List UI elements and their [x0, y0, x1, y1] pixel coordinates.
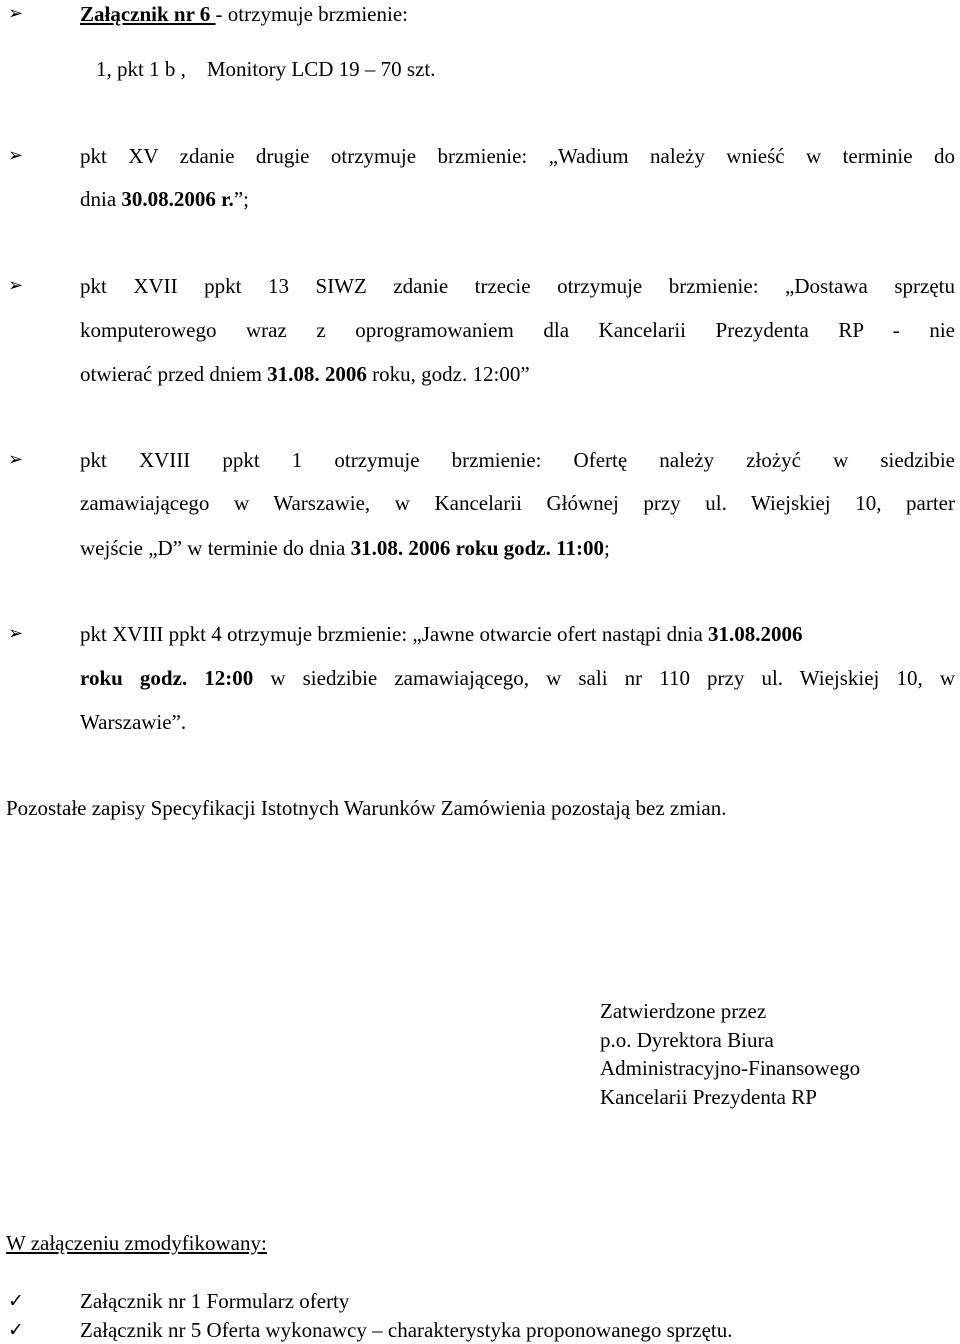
pkt-xviii-4-line3: Warszawie”.: [80, 710, 187, 734]
pkt-xv-line1: pkt XV zdanie drugie otrzymuje brzmienie: „Wadium należy wnieść w terminie do: [80, 144, 955, 168]
attachments-heading: W załączeniu zmodyfikowany:: [6, 1231, 267, 1255]
approval-line-2: p.o. Dyrektora Biura: [600, 1028, 774, 1052]
pkt-xviii-4-line1: pkt XVIII ppkt 4 otrzymuje brzmienie: „Jawne otwarcie ofert nastąpi dnia 31.08.2006: [80, 622, 803, 646]
pkt-xvii-line1: pkt XVII ppkt 13 SIWZ zdanie trzecie otrzymuje brzmienie: „Dostawa sprzętu: [80, 274, 955, 298]
arrow-bullet-icon: ➢: [8, 3, 24, 24]
approval-line-3: Administracyjno-Finansowego: [600, 1056, 861, 1080]
attachment-6-text: - otrzymuje brzmienie:: [215, 2, 408, 26]
approval-line-4: Kancelarii Prezydenta RP: [600, 1085, 817, 1109]
checkmark-icon: ✓: [8, 1290, 24, 1312]
pkt-xv-line2: dnia 30.08.2006 r.”;: [80, 187, 249, 211]
attachment-item-label: Załącznik nr 1 Formularz oferty: [80, 1289, 350, 1313]
pkt-xviii-1-line2: zamawiającego w Warszawie, w Kancelarii Głównej przy ul. Wiejskiej 10, parter: [80, 491, 955, 515]
approval-line-1: Zatwierdzone przez: [600, 999, 767, 1023]
arrow-bullet-icon: ➢: [8, 275, 24, 296]
attachment-6-label: Załącznik nr 6: [80, 2, 216, 26]
arrow-bullet-icon: ➢: [8, 145, 24, 166]
remaining-provisions-text: Pozostałe zapisy Specyfikacji Istotnych Warunków Zamówienia pozostają bez zmian.: [6, 796, 727, 820]
monitor-line: 1, pkt 1 b , Monitory LCD 19 – 70 szt.: [96, 57, 436, 81]
pkt-xviii-1-line1: pkt XVIII ppkt 1 otrzymuje brzmienie: Ofertę należy złożyć w siedzibie: [80, 448, 955, 472]
arrow-bullet-icon: ➢: [8, 623, 24, 644]
pkt-xvii-line3: otwierać przed dniem 31.08. 2006 roku, godz. 12:00”: [80, 362, 530, 386]
arrow-bullet-icon: ➢: [8, 449, 24, 470]
pkt-xviii-1-line3: wejście „D” w terminie do dnia 31.08. 2006 roku godz. 11:00;: [80, 536, 610, 560]
checkmark-icon: ✓: [8, 1319, 24, 1341]
attachment-item-label: Załącznik nr 5 Oferta wykonawcy – charakterystyka proponowanego sprzętu.: [80, 1318, 733, 1342]
pkt-xvii-line2: komputerowego wraz z oprogramowaniem dla Kancelarii Prezydenta RP - nie: [80, 318, 955, 342]
pkt-xviii-4-line2: roku godz. 12:00 w siedzibie zamawiającego, w sali nr 110 przy ul. Wiejskiej 10, w: [80, 666, 956, 690]
